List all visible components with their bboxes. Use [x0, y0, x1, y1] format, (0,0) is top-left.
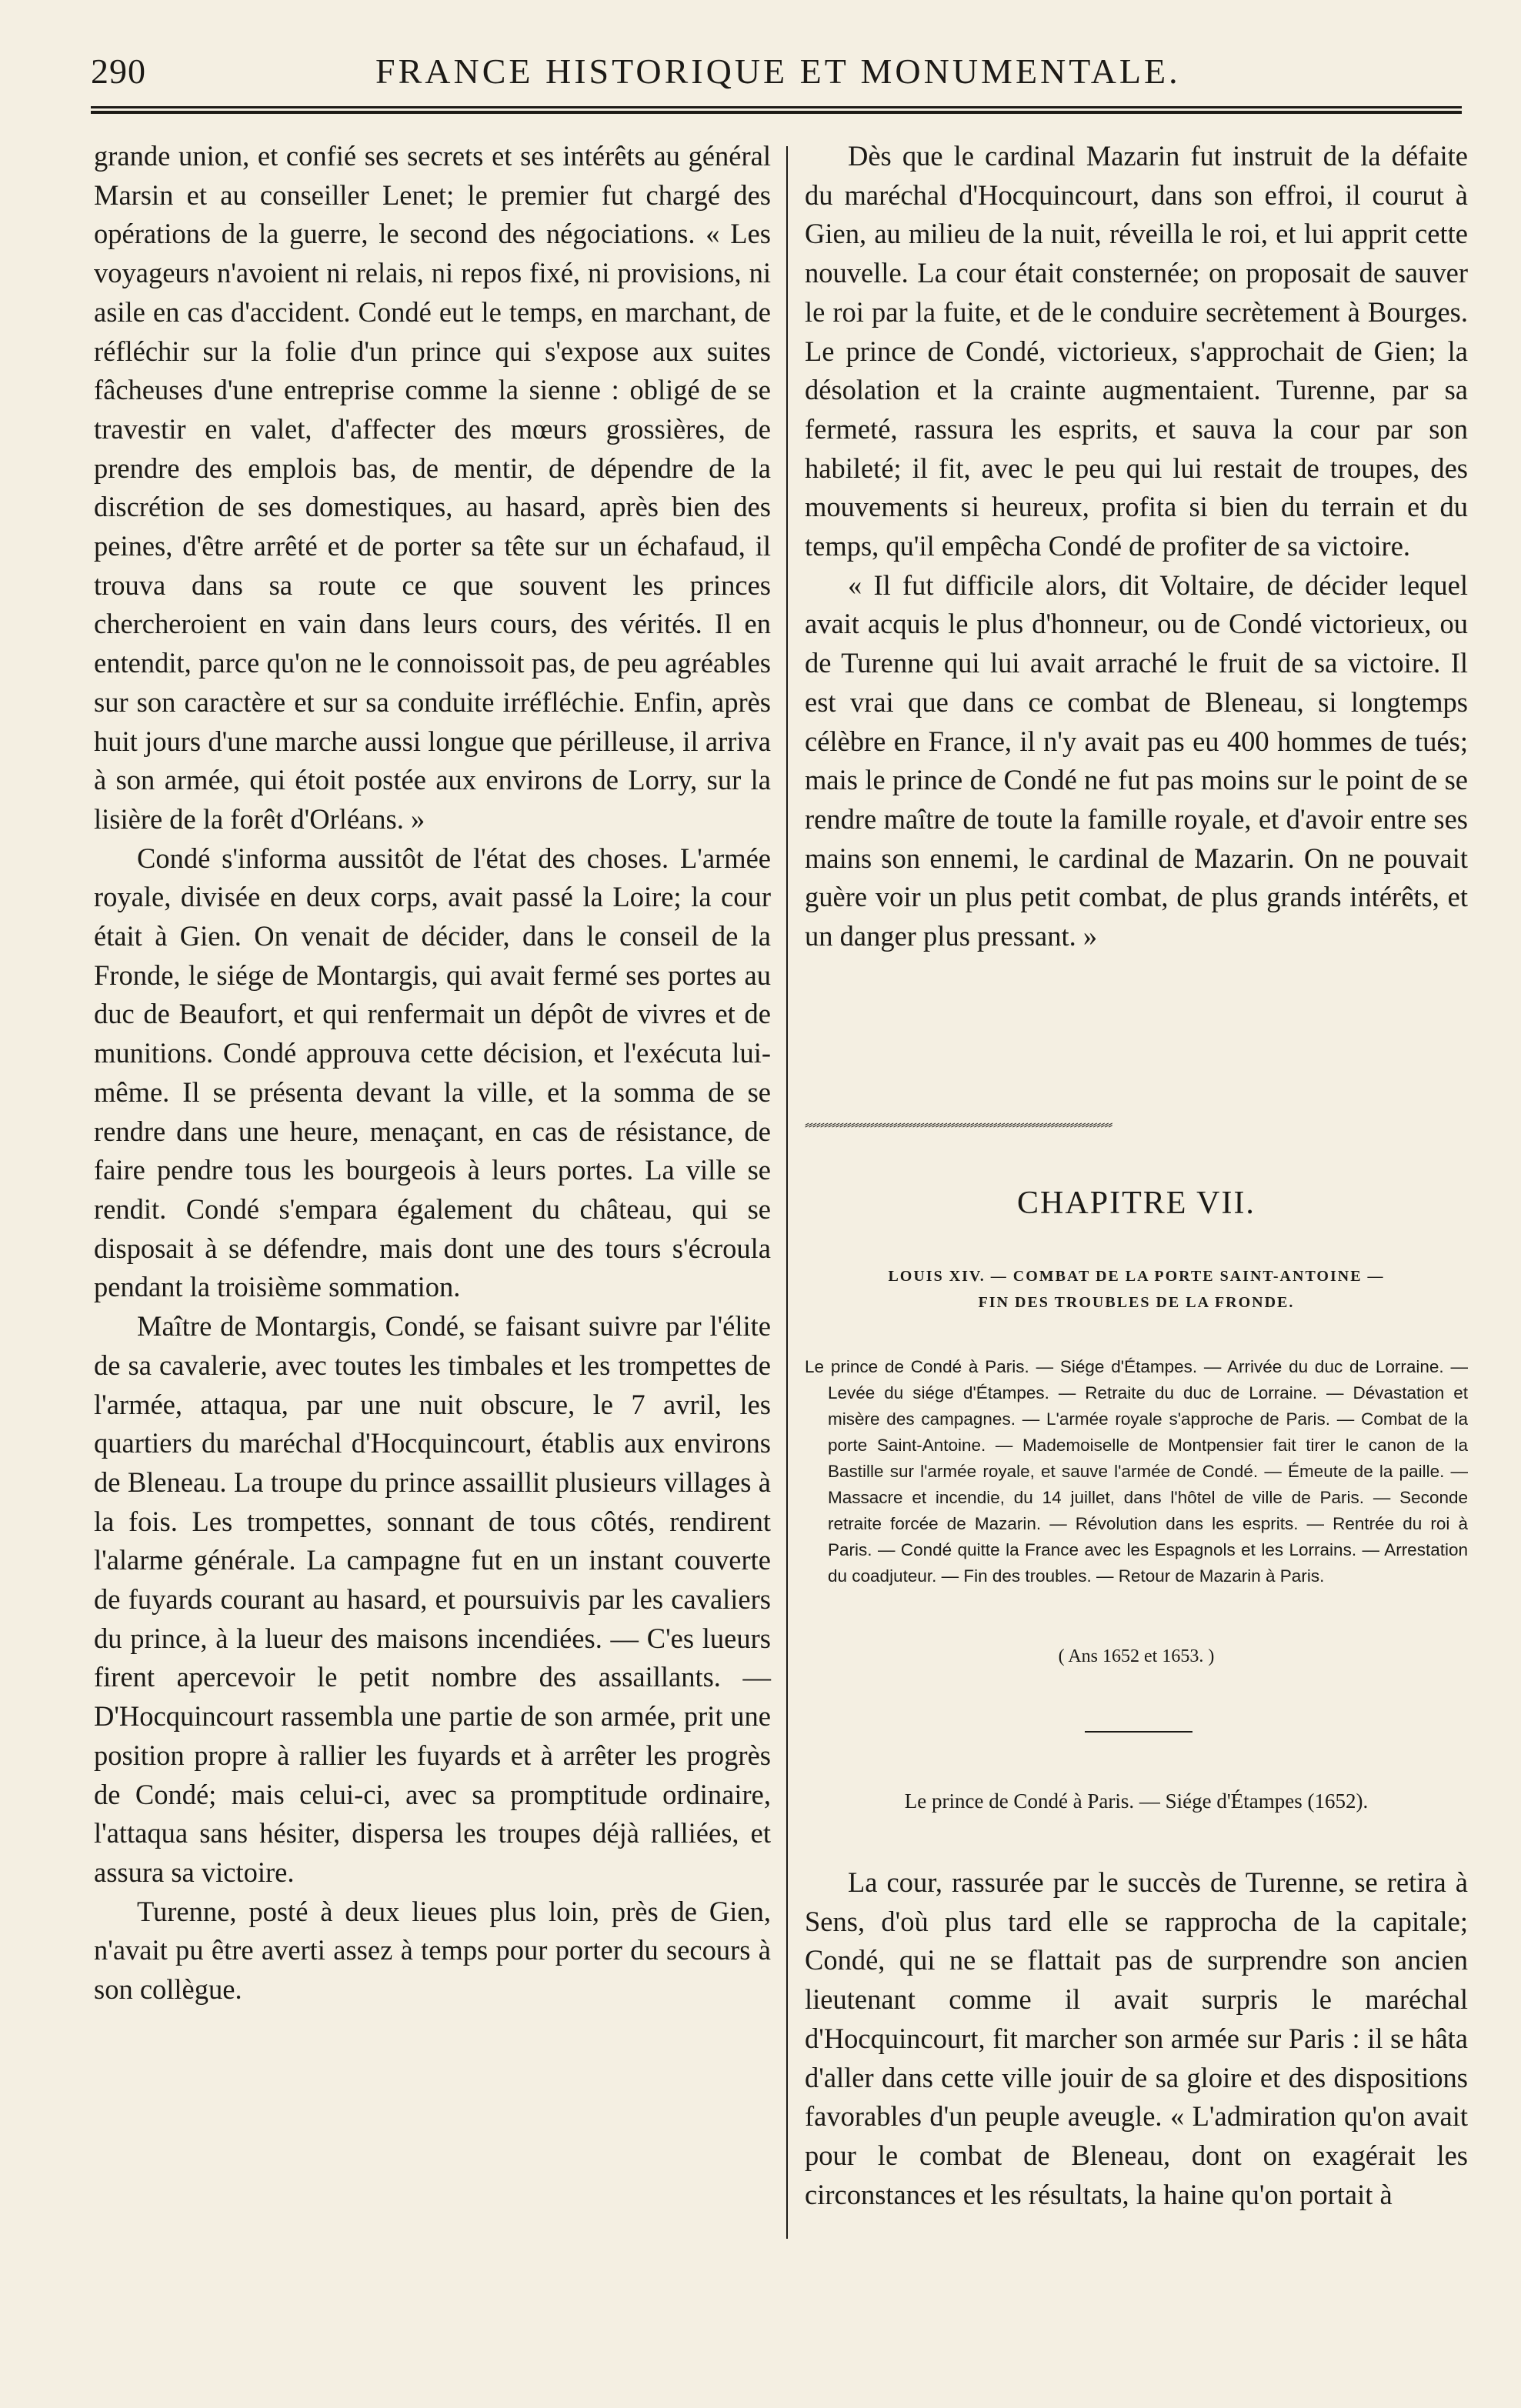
column-divider: [786, 146, 788, 2239]
paragraph: grande union, et confié ses secrets et ses intérêts au général Marsin et au conseiller Lenet; le premier fut chargé des opérations de la guerre, le second des négociations. « Les voyageurs n'avoient ni relais, ni repos fixé, ni provisions, ni asile en cas d'accident. Condé eut le temps, en marchant, de réfléchir sur la folie d'un prince qui s'expose aux suites fâcheuses d'une entreprise comme la sienne : obligé de se travestir en valet, d'affecter des mœurs grossières, de prendre des emplois bas, de mentir, de dépendre de la discrétion de ses domestiques, au hasard, après bien des peines, d'être arrêté et de porter sa tête sur un échafaud, il trouva dans sa route ce que souvent les princes chercheroient en vain dans leurs cours, des vérités. Il en entendit, parce qu'on ne le connoissoit pas, de peu agréables sur son caractère et sur sa conduite irréfléchie. Enfin, après huit jours d'une marche aussi longue que périlleuse, il arriva à son armée, qui étoit postée aux environs de Lorry, sur la lisière de la forêt d'Orléans. »: [94, 140, 771, 835]
chapter-title: CHAPITRE VII.: [1017, 1186, 1256, 1221]
section-rule: [1085, 1731, 1192, 1733]
chapter-subtitle-line: LOUIS XIV. — COMBAT DE LA PORTE SAINT-ANTOINE —: [888, 1268, 1385, 1285]
chapter-summary: [805, 1354, 1468, 1589]
chapter-summary-text: Le prince de Condé à Paris. — Siége d'Étampes. — Arrivée du duc de Lorraine. — Levée du siége d'Étampes. — Retraite du duc de Lorraine. — Dévastation et misère des campagnes. — L'armée royale s'approche de Paris. — Combat de la porte Saint-Antoine. — Mademoiselle de Montpensier fait tirer le canon de la Bastille sur l'armée royale, et sauve l'armée de Condé. — Émeute de la paille. — Massacre et incendie, du 14 juillet, dans l'hôtel de ville de Paris. — Seconde retraite forcée de Mazarin. — Révolution dans les esprits. — Rentrée du roi à Paris. — Condé quitte la France avec les Espagnols et les Lorrains. — Arrestation du coadjuteur. — Fin des troubles. — Retour de Mazarin à Paris.: [805, 1357, 1468, 1586]
paragraph: Maître de Montargis, Condé, se faisant suivre par l'élite de sa cavalerie, avec toutes les timbales et les trompettes de l'armée, attaqua, par une nuit obscure, le 7 avril, les quartiers du maréchal d'Hocquincourt, établis aux environs de Bleneau. La troupe du prince assaillit plusieurs villages à la fois. Les trompettes, sonnant de tous côtés, rendirent l'alarme générale. La campagne fut en un instant couverte de fuyards courant au hasard, et poursuivis par les cavaliers du prince, à la lueur des maisons incendiées. — C'es lueurs firent apercevoir le petit nombre des assaillants. — D'Hocquincourt rassembla une partie de son armée, prit une position propre à rallier les fuyards et à arrêter les progrès de Condé; mais celui-ci, avec sa promptitude ordinaire, l'attaqua sans hésiter, dispersa les troupes déjà ralliées, et assura sa victoire.: [94, 1310, 771, 1888]
header-rule: [91, 106, 1462, 114]
section-heading: Le prince de Condé à Paris. — Siége d'Étampes (1652).: [904, 1789, 1369, 1813]
ornamental-rule: ⸗⸗⸗⸗⸗⸗⸗⸗⸗⸗⸗⸗⸗⸗⸗⸗⸗⸗⸗⸗⸗⸗⸗⸗⸗⸗⸗⸗⸗⸗⸗⸗⸗⸗⸗⸗⸗⸗⸗⸗⸗⸗⸗⸗⸗⸗⸗⸗⸗⸗⸗⸗⸗⸗⸗⸗⸗⸗⸗⸗⸗⸗⸗⸗⸗⸗⸗⸗⸗⸗⸗⸗⸗⸗⸗⸗⸗⸗⸗⸗: [805, 1119, 1112, 1129]
chapter-subtitle: [816, 1263, 1457, 1316]
right-column-top: [805, 137, 1468, 956]
paragraph: Turenne, posté à deux lieues plus loin, près de Gien, n'avait pu être averti assez à temps pour porter du secours à son collègue.: [94, 1895, 771, 2006]
paragraph: Dès que le cardinal Mazarin fut instruit de la défaite du maréchal d'Hocquincourt, dans son effroi, il courut à Gien, au milieu de la nuit, réveilla le roi, et lui apprit cette nouvelle. La cour était consternée; on proposait de sauver le roi par la fuite, et de le conduire secrètement à Bourges. Le prince de Condé, victorieux, s'approchait de Gien; la désolation et la crainte augmentaient. Turenne, par sa fermeté, rassura les esprits, et sauva la cour par son habileté; il fit, avec le peu qui lui restait de troupes, des mouvements si heureux, profita si bien du terrain et du temps, qu'il empêcha Condé de profiter de sa victoire.: [805, 140, 1468, 562]
running-title: FRANCE HISTORIQUE ET MONUMENTALE.: [375, 52, 1181, 91]
page-number: 290: [91, 52, 146, 91]
page-header: [91, 51, 1462, 97]
paragraph: « Il fut difficile alors, dit Voltaire, de décider lequel avait acquis le plus d'honneur, ou de Condé victorieux, ou de Turenne qui lui avait arraché le fruit de sa victoire. Il est vrai que dans ce combat de Bleneau, si longtemps célèbre en France, il n'y avait pas eu 400 hommes de tués; mais le prince de Condé ne fut pas moins sur le point de se rendre maître de toute la famille royale, et d'avoir entre ses mains son ennemi, le cardinal de Mazarin. On ne pouvait guère voir un plus petit combat, de plus grands intérêts, et un danger plus pressant. »: [805, 569, 1468, 952]
paragraph: La cour, rassurée par le succès de Turenne, se retira à Sens, d'où plus tard elle se rapprocha de la capitale; Condé, qui ne se flattait pas de surprendre son ancien lieutenant comme il avait surpris le maréchal d'Hocquincourt, fit marcher son armée sur Paris : il se hâta d'aller dans cette ville jouir de sa gloire et des dispositions favorables d'un peuple aveugle. « L'admiration qu'on avait pour le combat de Bleneau, dont on exagérait les circonstances et les résultats, la haine qu'on portait à: [805, 1866, 1468, 2210]
left-column: [94, 137, 771, 2009]
right-column-bottom: [805, 1863, 1468, 2214]
chapter-subtitle-line: FIN DES TROUBLES DE LA FRONDE.: [978, 1294, 1295, 1311]
paragraph: Condé s'informa aussitôt de l'état des choses. L'armée royale, divisée en deux corps, avait passé la Loire; la cour était à Gien. On venait de décider, dans le conseil de la Fronde, le siége de Montargis, qui avait fermé ses portes au duc de Beaufort, et qui renfermait un dépôt de vivres et de munitions. Condé approuva cette décision, et l'exécuta lui-même. Il se présenta devant la ville, et la somma de se rendre dans une heure, menaçant, en cas de résistance, de faire pendre tous les bourgeois à leurs portes. La ville se rendit. Condé s'empara également du château, qui se disposait à se défendre, mais dont une des tours s'écroula pendant la troisième sommation.: [94, 842, 771, 1303]
chapter-dates: ( Ans 1652 et 1653. ): [1058, 1646, 1215, 1666]
